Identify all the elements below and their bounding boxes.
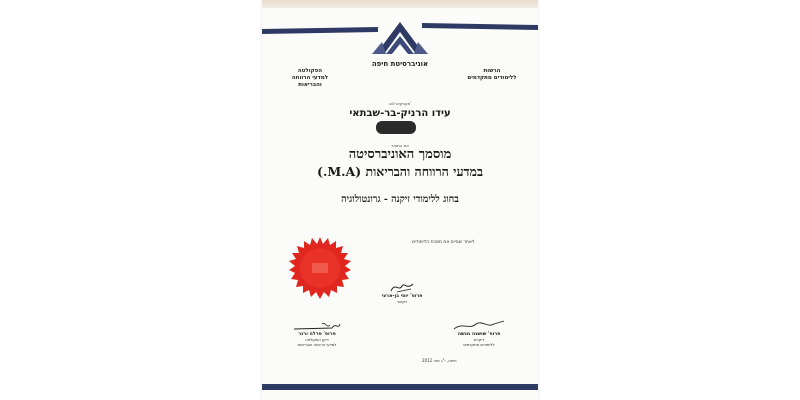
degree-title: מוסמך האוניברסיטה [348,147,452,162]
graduate-dean-role-2: ללימודים מתקדמים [463,342,495,347]
rector-name: פרופ' יוסי בן-ארצי [381,294,423,299]
header-band-left [262,27,378,34]
graduate-dean-role-1: דיקנית [473,337,485,342]
faculty-block [280,68,340,89]
rector-signature [372,280,432,304]
dean-name: פרופ' פרלה ורנר [298,332,336,337]
redaction-mark [376,121,416,134]
dean-role-1: דיקן הפקולטה [305,337,329,342]
faculty-line-1: הפקולטה [297,68,323,74]
university-name: אוניברסיטת חיפה [371,60,429,68]
completion-note: לאחר שסיים את מסכת הלימודים [412,240,475,245]
authority-block [460,68,524,82]
degree-field: במדעי הרווחה והבריאות (M.A.) [317,164,483,179]
certifies-label: מעניקים לגב' [388,101,412,106]
header-band-right [422,23,538,30]
dean-signature-scribble-icon [292,320,342,332]
graduate-dean-signature-scribble-icon [452,318,506,332]
university-logo-icon [372,14,428,58]
authority-line-2: ללימודים מתקדמים [467,75,517,81]
top-edge-strip [262,0,538,8]
authority-line-1: הרשות [483,68,501,74]
rector-signature-scribble-icon [387,280,417,294]
rector-role: רקטור [396,299,408,304]
red-seal-icon [288,236,352,300]
issue-date: חיפה, י"ג מאי 2012 [422,358,457,363]
dean-signature [282,320,352,347]
graduate-dean-signature [442,318,516,347]
dean-role-2: למדעי הרווחה והבריאות [297,342,337,347]
footer-band [262,384,538,390]
faculty-line-2: למדעי הרווחה והבריאות [291,75,329,88]
department-name: בחוג ללימודי זיקנה - גרונטולוגיה [341,194,459,205]
graduate-dean-name: פרופ' שושנה מנשה [457,332,501,337]
title-label: את התואר [391,143,409,148]
recipient-name: עידו הרניק-בר-שבתאי [349,108,451,119]
certificate-paper [262,0,538,400]
